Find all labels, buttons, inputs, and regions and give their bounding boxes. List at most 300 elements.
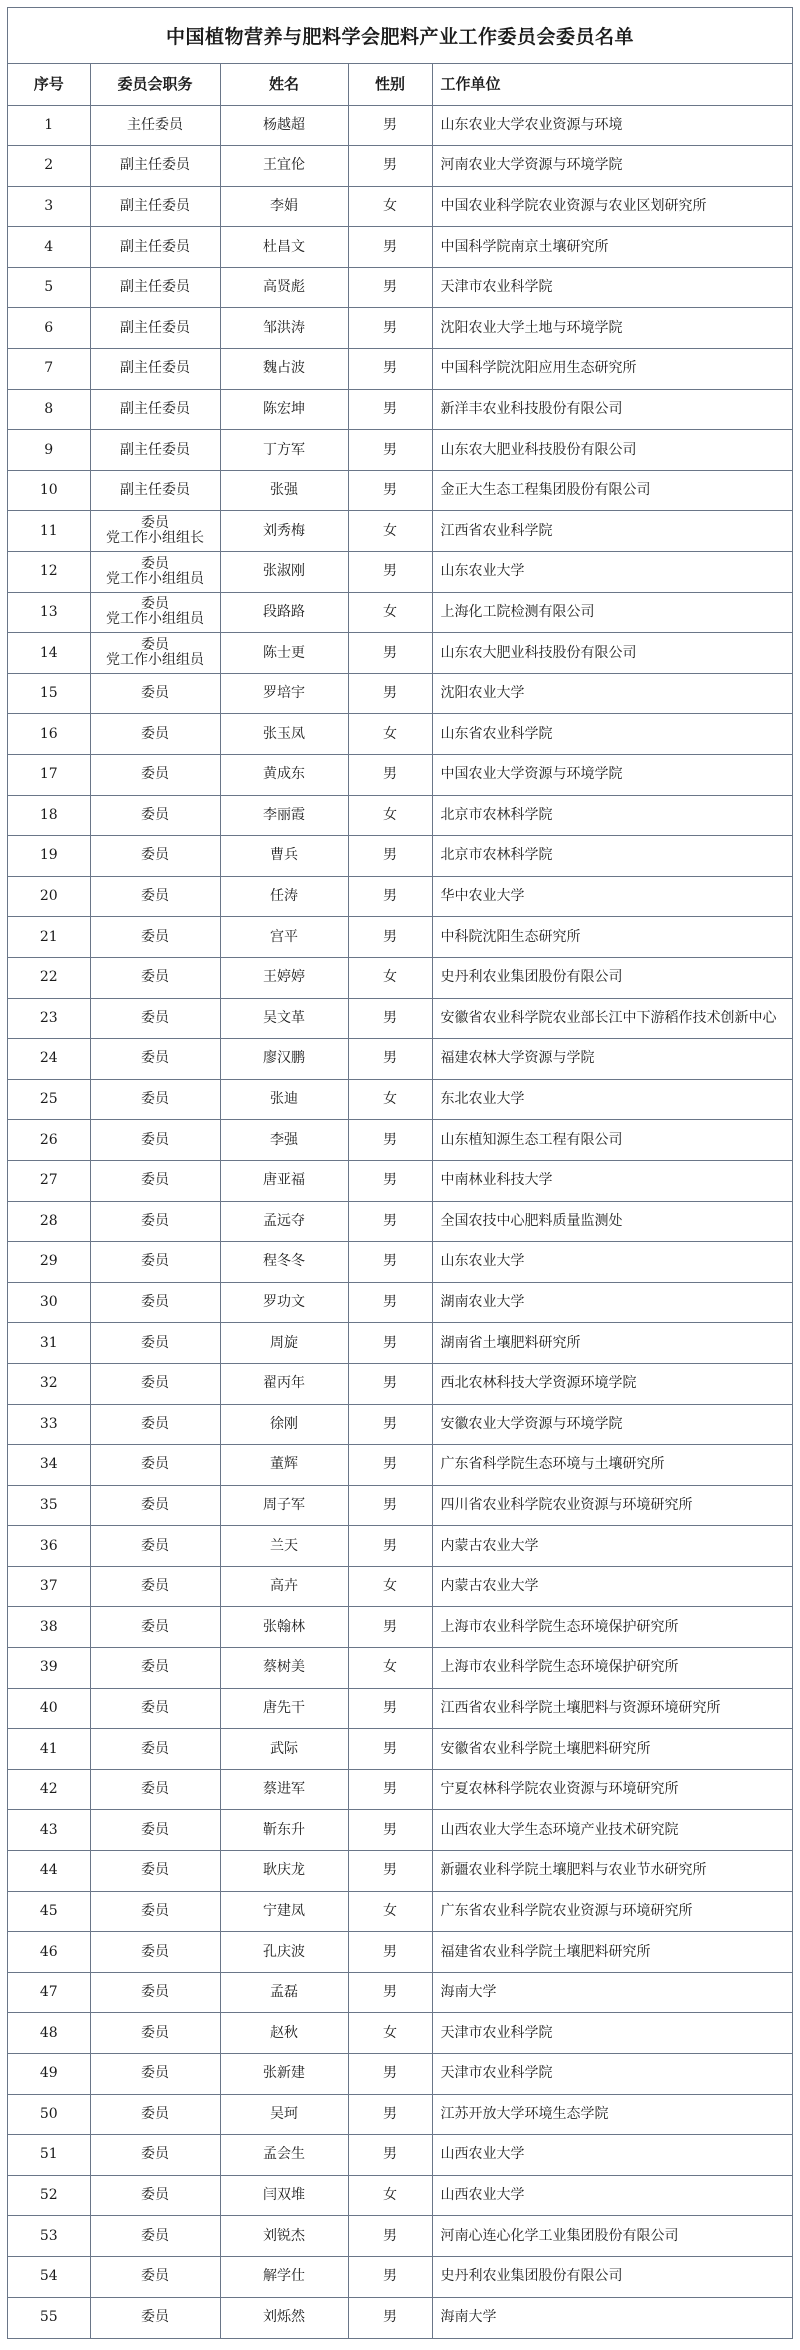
cell-name: 周旋 [220,1323,348,1364]
cell-name: 孟会生 [220,2135,348,2176]
role-line: 副主任委员 [120,482,190,499]
table-row [8,836,792,877]
role-line: 委员 [141,806,169,823]
table-row [8,2094,792,2135]
cell-name: 宫平 [220,917,348,958]
table-row [8,1039,792,1080]
cell-role [90,998,220,1039]
cell-name: 刘秀梅 [220,511,348,552]
cell-gender: 男 [348,2216,432,2257]
table-row [8,2256,792,2297]
cell-role [90,1688,220,1729]
cell-name: 刘锐杰 [220,2216,348,2257]
cell-organization: 上海化工院检测有限公司 [432,592,792,633]
table-row [8,957,792,998]
role-line: 委员 [141,2146,169,2163]
cell-index: 23 [8,998,90,1039]
table-row [8,1526,792,1567]
cell-organization: 山东农业大学 [432,552,792,593]
role-line: 副主任委员 [120,360,190,377]
cell-index: 7 [8,349,90,390]
cell-role [90,1404,220,1445]
table-row [8,2135,792,2176]
role-line: 委员 [141,1984,169,2001]
cell-index: 33 [8,1404,90,1445]
cell-organization: 湖南农业大学 [432,1282,792,1323]
cell-index: 41 [8,1729,90,1770]
cell-index: 2 [8,146,90,187]
cell-role [90,1972,220,2013]
cell-organization: 史丹利农业集团股份有限公司 [432,957,792,998]
cell-organization: 山西农业大学生态环境产业技术研究院 [432,1810,792,1851]
table-row [8,1729,792,1770]
table-row [8,511,792,552]
cell-index: 25 [8,1079,90,1120]
cell-role [90,1445,220,1486]
role-line: 委员 [141,637,169,654]
cell-role [90,1242,220,1283]
cell-name: 徐刚 [220,1404,348,1445]
cell-name: 罗培宇 [220,673,348,714]
table-row [8,1972,792,2013]
cell-index: 1 [8,105,90,146]
cell-name: 宁建凤 [220,1891,348,1932]
cell-gender: 男 [348,1445,432,1486]
cell-gender: 女 [348,714,432,755]
role-line: 委员 [141,2187,169,2204]
cell-index: 46 [8,1932,90,1973]
cell-role [90,714,220,755]
role-line: 副主任委员 [120,197,190,214]
table-row [8,267,792,308]
cell-role [90,2135,220,2176]
cell-gender: 男 [348,227,432,268]
role-line: 委员 [141,1334,169,1351]
table-row [8,2297,792,2338]
cell-organization: 江西省农业科学院土壤肥料与资源环境研究所 [432,1688,792,1729]
cell-gender: 男 [348,267,432,308]
cell-name: 陈宏坤 [220,389,348,430]
cell-index: 40 [8,1688,90,1729]
cell-index: 9 [8,430,90,471]
cell-organization: 上海市农业科学院生态环境保护研究所 [432,1648,792,1689]
cell-role [90,2216,220,2257]
cell-name: 唐先干 [220,1688,348,1729]
cell-gender: 男 [348,1120,432,1161]
role-line: 委员 [141,1456,169,1473]
cell-organization: 全国农技中心肥料质量监测处 [432,1201,792,1242]
cell-gender: 男 [348,2094,432,2135]
cell-index: 29 [8,1242,90,1283]
cell-gender: 女 [348,592,432,633]
cell-index: 20 [8,876,90,917]
cell-name: 廖汉鹏 [220,1039,348,1080]
cell-organization: 山东省农业科学院 [432,714,792,755]
cell-name: 罗功文 [220,1282,348,1323]
cell-name: 李强 [220,1120,348,1161]
cell-name: 蔡树美 [220,1648,348,1689]
table-row [8,227,792,268]
cell-name: 李娟 [220,186,348,227]
cell-role [90,1363,220,1404]
table-row [8,714,792,755]
cell-organization: 海南大学 [432,1972,792,2013]
cell-role [90,1851,220,1892]
cell-gender: 男 [348,2256,432,2297]
role-line: 委员 [141,1821,169,1838]
cell-index: 5 [8,267,90,308]
cell-gender: 男 [348,998,432,1039]
cell-gender: 男 [348,1851,432,1892]
cell-index: 55 [8,2297,90,2338]
cell-gender: 女 [348,795,432,836]
role-line: 党工作小组组员 [106,652,204,669]
cell-index: 28 [8,1201,90,1242]
cell-role [90,308,220,349]
table-row [8,1891,792,1932]
cell-name: 武际 [220,1729,348,1770]
cell-name: 唐亚福 [220,1160,348,1201]
table-row [8,308,792,349]
cell-role [90,2013,220,2054]
role-line: 委员 [141,685,169,702]
cell-index: 42 [8,1769,90,1810]
cell-index: 52 [8,2175,90,2216]
cell-role [90,592,220,633]
cell-gender: 男 [348,1323,432,1364]
cell-gender: 女 [348,511,432,552]
cell-organization: 山西农业大学 [432,2135,792,2176]
cell-index: 6 [8,308,90,349]
cell-name: 靳东升 [220,1810,348,1851]
cell-organization: 江苏开放大学环境生态学院 [432,2094,792,2135]
role-line: 委员 [141,1212,169,1229]
table-row [8,105,792,146]
cell-gender: 男 [348,146,432,187]
cell-gender: 女 [348,1079,432,1120]
role-line: 委员 [141,1415,169,1432]
cell-organization: 中科院沈阳生态研究所 [432,917,792,958]
role-line: 委员 [141,766,169,783]
cell-gender: 女 [348,1648,432,1689]
cell-name: 孟远夺 [220,1201,348,1242]
table-row [8,592,792,633]
role-line: 委员 [141,1537,169,1554]
cell-role [90,2256,220,2297]
cell-gender: 男 [348,1729,432,1770]
cell-gender: 男 [348,1932,432,1973]
role-line: 委员 [141,969,169,986]
role-line: 委员 [141,1172,169,1189]
cell-index: 45 [8,1891,90,1932]
role-line: 党工作小组组员 [106,570,204,587]
table-row [8,349,792,390]
cell-gender: 男 [348,1607,432,1648]
member-table [8,64,792,2338]
cell-index: 21 [8,917,90,958]
role-line: 副主任委员 [120,319,190,336]
cell-gender: 男 [348,1282,432,1323]
cell-name: 高贤彪 [220,267,348,308]
cell-gender: 男 [348,1485,432,1526]
table-row [8,1363,792,1404]
cell-role [90,1526,220,1567]
table-row [8,1932,792,1973]
column-header-gender: 性别 [348,64,432,105]
cell-organization: 内蒙古农业大学 [432,1566,792,1607]
cell-organization: 山东农业大学 [432,1242,792,1283]
role-line: 副主任委员 [120,238,190,255]
cell-organization: 沈阳农业大学 [432,673,792,714]
cell-index: 4 [8,227,90,268]
cell-organization: 天津市农业科学院 [432,267,792,308]
cell-name: 黄成东 [220,755,348,796]
cell-gender: 男 [348,1363,432,1404]
member-list-sheet [7,7,793,2339]
cell-index: 47 [8,1972,90,2013]
cell-index: 50 [8,2094,90,2135]
cell-organization: 中国科学院沈阳应用生态研究所 [432,349,792,390]
table-row [8,389,792,430]
cell-gender: 男 [348,1769,432,1810]
cell-role [90,105,220,146]
role-line: 副主任委员 [120,400,190,417]
role-line: 委员 [141,1781,169,1798]
cell-role [90,1769,220,1810]
cell-index: 44 [8,1851,90,1892]
cell-role [90,917,220,958]
cell-name: 张淑刚 [220,552,348,593]
cell-organization: 山东农大肥业科技股份有限公司 [432,430,792,471]
table-header-row [8,64,792,105]
cell-organization: 东北农业大学 [432,1079,792,1120]
cell-name: 王宜伦 [220,146,348,187]
cell-name: 陈士更 [220,633,348,674]
cell-gender: 男 [348,349,432,390]
cell-role [90,1485,220,1526]
cell-role [90,1607,220,1648]
role-line: 委员 [141,515,169,532]
cell-index: 36 [8,1526,90,1567]
role-line: 委员 [141,1699,169,1716]
table-row [8,2013,792,2054]
cell-name: 兰天 [220,1526,348,1567]
role-line: 委员 [141,2227,169,2244]
cell-index: 24 [8,1039,90,1080]
role-line: 委员 [141,1902,169,1919]
cell-organization: 中国科学院南京土壤研究所 [432,227,792,268]
cell-role [90,349,220,390]
cell-gender: 女 [348,957,432,998]
cell-index: 22 [8,957,90,998]
role-line: 委员 [141,1659,169,1676]
cell-gender: 男 [348,1242,432,1283]
cell-organization: 天津市农业科学院 [432,2013,792,2054]
cell-role [90,1932,220,1973]
cell-role [90,470,220,511]
role-line: 副主任委员 [120,279,190,296]
table-row [8,1282,792,1323]
cell-role [90,1160,220,1201]
cell-name: 任涛 [220,876,348,917]
cell-organization: 新洋丰农业科技股份有限公司 [432,389,792,430]
role-line: 委员 [141,1578,169,1595]
table-row [8,1607,792,1648]
cell-name: 张新建 [220,2054,348,2095]
cell-index: 17 [8,755,90,796]
cell-gender: 男 [348,308,432,349]
cell-name: 董辉 [220,1445,348,1486]
cell-index: 48 [8,2013,90,2054]
cell-name: 杜昌文 [220,227,348,268]
column-header-role: 委员会职务 [90,64,220,105]
cell-gender: 女 [348,2175,432,2216]
table-row [8,2175,792,2216]
cell-name: 闫双堆 [220,2175,348,2216]
cell-gender: 男 [348,1039,432,1080]
cell-organization: 内蒙古农业大学 [432,1526,792,1567]
table-row [8,186,792,227]
cell-role [90,1891,220,1932]
cell-role [90,1039,220,1080]
column-header-name: 姓名 [220,64,348,105]
table-row [8,1120,792,1161]
role-line: 委员 [141,847,169,864]
cell-organization: 山西农业大学 [432,2175,792,2216]
cell-gender: 男 [348,2135,432,2176]
cell-name: 张玉凤 [220,714,348,755]
role-line: 委员 [141,1862,169,1879]
cell-gender: 男 [348,836,432,877]
cell-index: 39 [8,1648,90,1689]
role-line: 委员 [141,1131,169,1148]
cell-organization: 湖南省土壤肥料研究所 [432,1323,792,1364]
cell-role [90,957,220,998]
table-row [8,1566,792,1607]
cell-name: 魏占波 [220,349,348,390]
cell-name: 王婷婷 [220,957,348,998]
cell-index: 19 [8,836,90,877]
cell-gender: 女 [348,1566,432,1607]
cell-gender: 女 [348,1891,432,1932]
cell-organization: 广东省科学院生态环境与土壤研究所 [432,1445,792,1486]
cell-index: 15 [8,673,90,714]
cell-index: 16 [8,714,90,755]
cell-organization: 安徽省农业科学院土壤肥料研究所 [432,1729,792,1770]
cell-name: 蔡进军 [220,1769,348,1810]
cell-role [90,1566,220,1607]
role-line: 委员 [141,1943,169,1960]
column-header-organization: 工作单位 [432,64,792,105]
cell-role [90,2054,220,2095]
table-row [8,1079,792,1120]
cell-role [90,1323,220,1364]
cell-role [90,1079,220,1120]
cell-role [90,2297,220,2338]
table-row [8,1648,792,1689]
cell-organization: 天津市农业科学院 [432,2054,792,2095]
cell-index: 30 [8,1282,90,1323]
cell-gender: 男 [348,2297,432,2338]
cell-role [90,389,220,430]
cell-index: 26 [8,1120,90,1161]
cell-role [90,227,220,268]
cell-organization: 沈阳农业大学土地与环境学院 [432,308,792,349]
cell-organization: 金正大生态工程集团股份有限公司 [432,470,792,511]
cell-organization: 福建省农业科学院土壤肥料研究所 [432,1932,792,1973]
cell-name: 李丽霞 [220,795,348,836]
cell-name: 解学仕 [220,2256,348,2297]
cell-index: 31 [8,1323,90,1364]
table-row [8,1485,792,1526]
cell-index: 8 [8,389,90,430]
cell-organization: 中国农业科学院农业资源与农业区划研究所 [432,186,792,227]
role-line: 副主任委员 [120,157,190,174]
cell-role [90,146,220,187]
table-row [8,673,792,714]
cell-name: 孟磊 [220,1972,348,2013]
cell-gender: 男 [348,673,432,714]
cell-name: 程冬冬 [220,1242,348,1283]
cell-name: 刘烁然 [220,2297,348,2338]
cell-gender: 男 [348,1526,432,1567]
cell-gender: 男 [348,633,432,674]
role-line: 委员 [141,1050,169,1067]
table-row [8,430,792,471]
cell-name: 周子军 [220,1485,348,1526]
cell-index: 35 [8,1485,90,1526]
role-line: 委员 [141,596,169,613]
table-row [8,633,792,674]
role-line: 委员 [141,2268,169,2285]
cell-name: 耿庆龙 [220,1851,348,1892]
cell-index: 11 [8,511,90,552]
cell-gender: 女 [348,2013,432,2054]
role-line: 委员 [141,2105,169,2122]
table-row [8,917,792,958]
table-row [8,1445,792,1486]
table-row [8,1160,792,1201]
table-row [8,795,792,836]
cell-name: 孔庆波 [220,1932,348,1973]
cell-role [90,186,220,227]
cell-index: 13 [8,592,90,633]
table-body [8,105,792,2338]
table-row [8,1769,792,1810]
cell-role [90,1810,220,1851]
cell-name: 杨越超 [220,105,348,146]
cell-name: 吴文革 [220,998,348,1039]
cell-role [90,633,220,674]
cell-role [90,836,220,877]
cell-index: 54 [8,2256,90,2297]
cell-role [90,267,220,308]
cell-gender: 男 [348,755,432,796]
cell-index: 27 [8,1160,90,1201]
cell-organization: 河南心连心化学工业集团股份有限公司 [432,2216,792,2257]
cell-gender: 男 [348,430,432,471]
table-row [8,1688,792,1729]
cell-gender: 男 [348,1688,432,1729]
document-title: 中国植物营养与肥料学会肥料产业工作委员会委员名单 [8,8,792,64]
table-row [8,2054,792,2095]
cell-role [90,673,220,714]
role-line: 委员 [141,2065,169,2082]
cell-organization: 河南农业大学资源与环境学院 [432,146,792,187]
cell-role [90,552,220,593]
cell-gender: 男 [348,1810,432,1851]
cell-role [90,1729,220,1770]
